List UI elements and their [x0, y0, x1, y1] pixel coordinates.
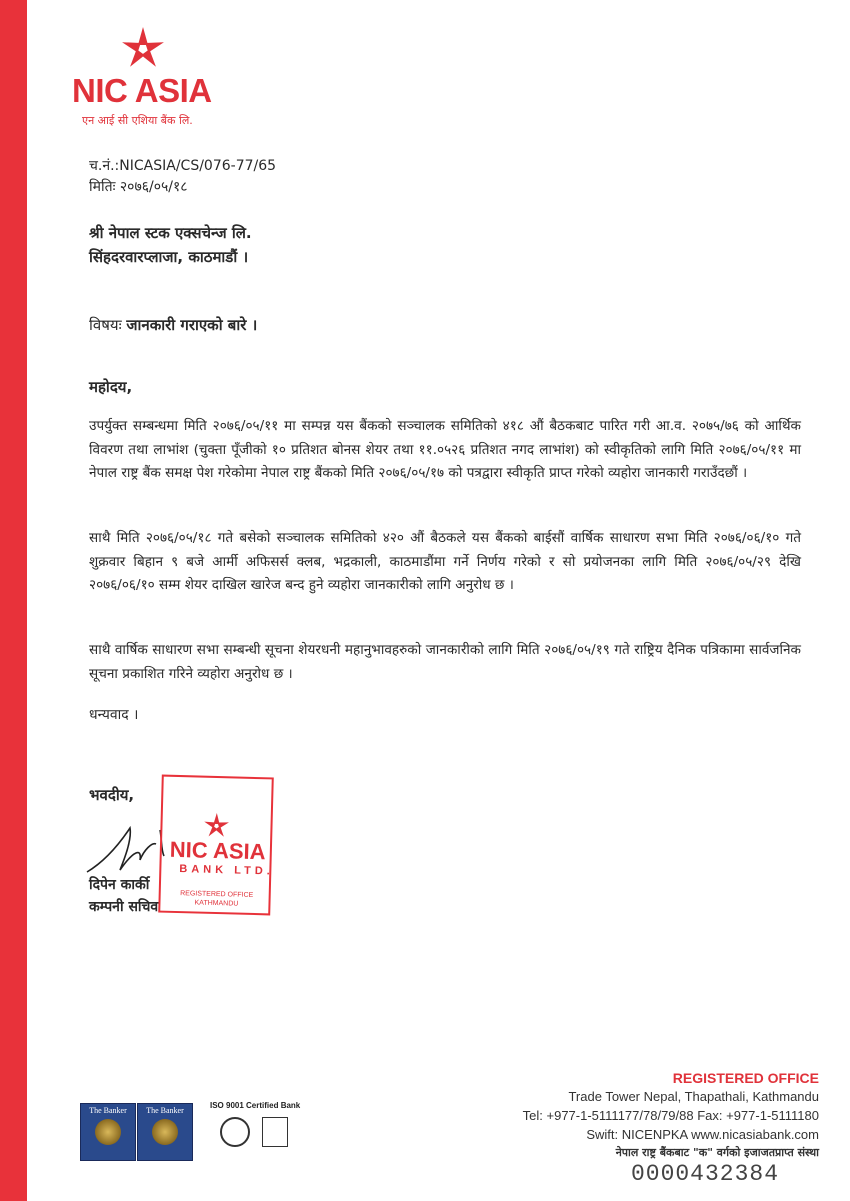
- body-paragraph: साथै मिति २०७६/०५/१८ गते बसेको सञ्चालक समितिको ४२० औं बैठकले यस बैंकको बाईसौं वार्षिक साधारण सभा मिति २०७६/०६/१० गते शुक्रवार बिहान ९ बजे आर्मी अफिसर्स क्लब, भद्रकाली, काठमाडौंमा गर्ने निर्णय गरेको र सो प्रयोजनका लागि मिति २०७६/०५/२९ देखि २०७६/०६/१० सम्म शेयर दाखिल खारेज बन्द हुने व्यहोरा जानकारीको लागि अनुरोध छ ।: [89, 530, 801, 593]
- iso-label: ISO 9001 Certified Bank: [210, 1101, 301, 1110]
- award-medal-icon: [95, 1119, 121, 1145]
- subject-text: जानकारी गराएको बारे ।: [126, 316, 258, 334]
- closing-line: भवदीय,: [89, 786, 135, 804]
- signer-name: दिपेन कार्की: [89, 877, 150, 893]
- reference-number: च.नं.:NICASIA/CS/076-77/65: [89, 158, 277, 174]
- body-paragraph: उपर्युक्त सम्बन्धमा मिति २०७६/०५/११ मा सम्पन्न यस बैंकको सञ्चालक समितिको ४१८ औं बैठकबाट पारित गरी आ.व. २०७५/७६ को आर्थिक विवरण तथा लाभांश (चुक्ता पूँजीको १० प्रतिशत बोनस शेयर तथा ११.०५२६ प्रतिशत नगद लाभांश) को स्वीकृतिको लागि मिति २०७६/०५/११ मा नेपाल राष्ट्र बैंक समक्ष पेश गरेकोमा नेपाल राष्ट्र बैंकको मिति २०७६/०५/१७ को पत्रद्वारा स्वीकृति प्राप्त गरेको व्यहोरा जानकारी गराउँदछौं ।: [89, 418, 801, 481]
- footer-address: Trade Tower Nepal, Thapathali, Kathmandu: [568, 1089, 819, 1104]
- signer-title: कम्पनी सचिव: [89, 899, 159, 915]
- footer-swift-web: Swift: NICENPKA www.nicasiabank.com: [586, 1127, 819, 1142]
- banker-award-badge: The Banker: [137, 1103, 193, 1161]
- recipient-name: श्री नेपाल स्टक एक्सचेन्ज लि.: [89, 224, 252, 242]
- recipient-address: [89, 221, 252, 269]
- recipient-location: सिंहदरवारप्लाजा, काठमाडौं ।: [89, 248, 249, 266]
- ukas-mark-icon: [262, 1117, 288, 1147]
- star-logo-icon: [115, 26, 171, 72]
- footer-registered-office: REGISTERED OFFICE: [672, 1070, 819, 1086]
- salutation: महोदय,: [89, 378, 133, 396]
- iso-seal-icon: [220, 1117, 250, 1147]
- letter-reference: [89, 156, 276, 198]
- signer-block: [89, 874, 158, 918]
- subject-label: विषयः: [89, 316, 122, 334]
- iso-certification: [210, 1101, 302, 1110]
- letter-date: मितिः २०७६/०५/१८: [89, 179, 188, 195]
- banker-award-badge: The Banker: [80, 1103, 136, 1161]
- company-stamp: [158, 775, 274, 916]
- footer-contact: [523, 1069, 819, 1186]
- brand-subtitle: एन आई सी एशिया बैंक लि.: [82, 114, 193, 127]
- stamp-star-icon: [199, 812, 234, 841]
- body-paragraph: साथै वार्षिक साधारण सभा सम्बन्धी सूचना शेयरधनी महानुभावहरुको जानकारीको लागि मिति २०७६/०५/१९ गते राष्ट्रिय दैनिक पत्रिकामा सार्वजनिक सूचना प्रकाशित गरिने व्यहोरा अनुरोध छ ।: [89, 642, 801, 682]
- thanks-line: धन्यवाद ।: [89, 707, 139, 723]
- stamp-registered: REGISTERED OFFICE KATHMANDU: [180, 890, 254, 908]
- brand-name: NIC ASIA: [72, 72, 212, 109]
- subject-line: [89, 315, 257, 335]
- stamp-brand: NIC ASIA: [169, 836, 266, 865]
- footer-license: नेपाल राष्ट्र बैंकबाट "क" वर्गको इजाजतप्राप्त संस्था: [615, 1146, 819, 1159]
- left-accent-bar: [0, 0, 27, 1201]
- serial-number: 0000432384: [630, 1161, 779, 1187]
- award-medal-icon: [152, 1119, 178, 1145]
- stamp-sub: BANK LTD.: [179, 863, 274, 878]
- footer-phone: Tel: +977-1-5111177/78/79/88 Fax: +977-1-5111180: [522, 1108, 819, 1123]
